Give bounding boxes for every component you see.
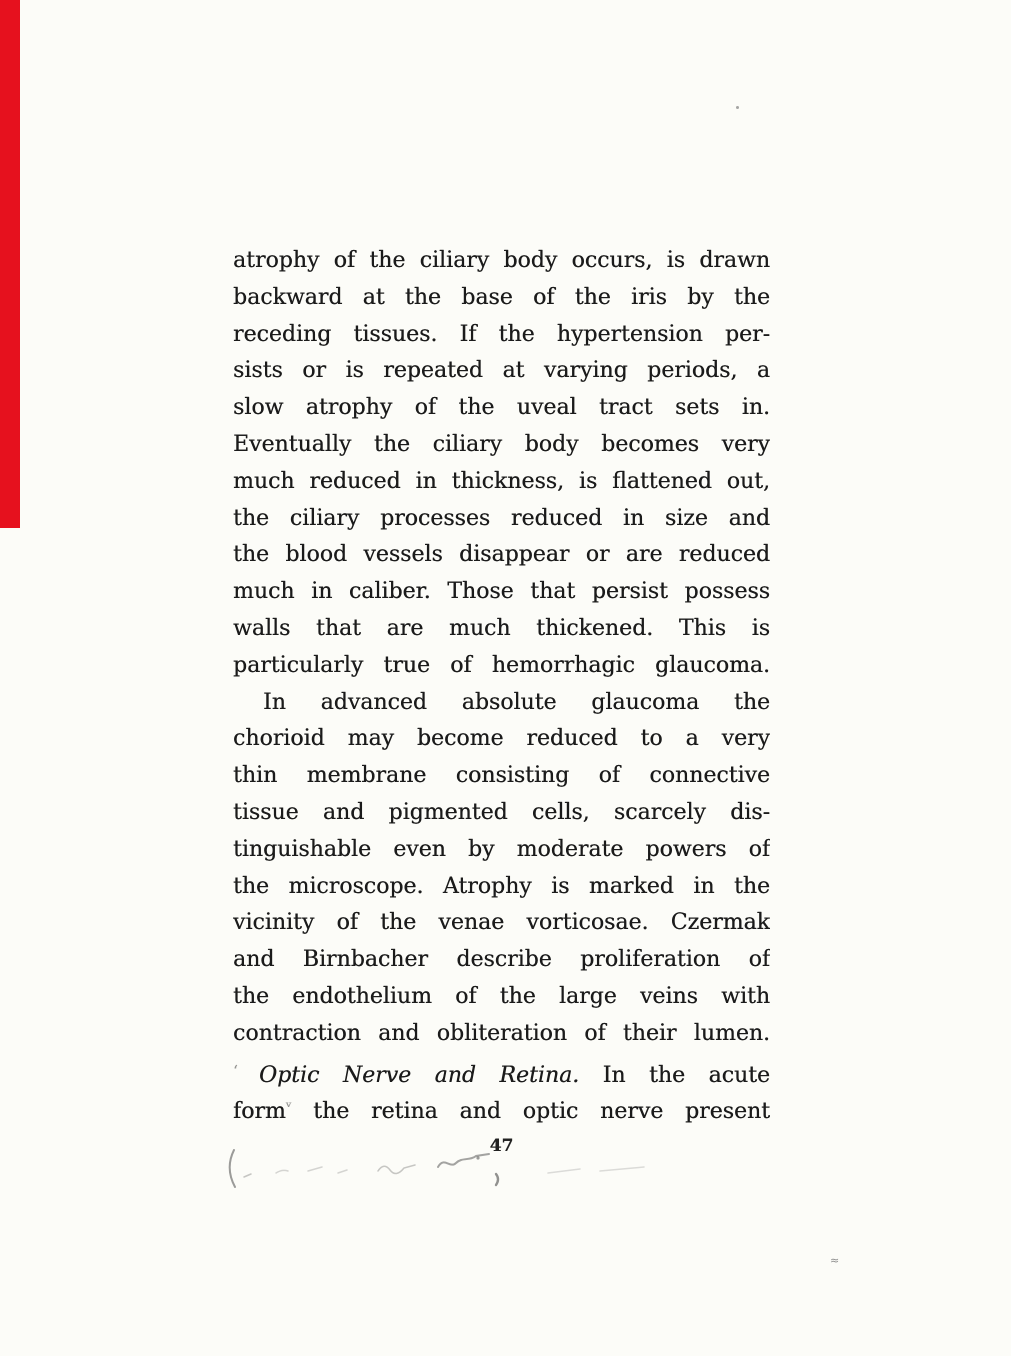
text-segment: form [233, 1099, 286, 1125]
text-segment: vicinity of the venae vorticosae. Czermak [233, 910, 770, 936]
text-line [233, 832, 770, 869]
text-segment: the endothelium of the large veins with [233, 983, 770, 1009]
text-segment: contraction and obliteration of their lumen. [233, 1020, 770, 1046]
scan-speck-top [736, 106, 739, 109]
text-line [233, 1089, 770, 1126]
text-segment: atrophy of the ciliary body occurs, is drawn [233, 248, 770, 273]
text-line [233, 905, 770, 942]
text-segment: much reduced in thickness, is flattened out, [233, 468, 770, 494]
text-segment: particularly true of hemorrhagic glaucoma. [233, 652, 770, 678]
text-line [233, 869, 770, 906]
text-line [233, 243, 770, 280]
scan-speck-bottom: ≈ [830, 1254, 840, 1267]
text-line [233, 942, 770, 979]
text-line [233, 979, 770, 1016]
text-segment: backward at the base of the iris by the [233, 284, 770, 310]
text-line [233, 1053, 770, 1090]
text-line [233, 1016, 770, 1053]
text-line [233, 795, 770, 832]
text-line [233, 537, 770, 574]
text-segment: the retina and optic nerve present [291, 1099, 770, 1125]
text-line [233, 427, 770, 464]
body-text [233, 243, 770, 1126]
text-segment: In the acute [579, 1062, 770, 1088]
italic-heading-text: Optic Nerve and Retina. [259, 1062, 580, 1088]
text-segment: thin membrane consisting of connective [233, 763, 770, 789]
text-segment: sists or is repeated at varying periods, a [233, 358, 770, 384]
text-line [233, 611, 770, 648]
text-segment: ʻ [233, 1061, 260, 1080]
text-line [233, 501, 770, 538]
text-segment: slow atrophy of the uveal tract sets in. [233, 395, 770, 421]
handwriting-scribble [226, 1146, 671, 1194]
text-segment: receding tissues. If the hypertension per- [233, 321, 770, 347]
text-line [233, 685, 770, 722]
text-line [233, 648, 770, 685]
text-line [233, 317, 770, 354]
text-line [233, 280, 770, 317]
text-segment: tissue and pigmented cells, scarcely dis- [233, 799, 770, 825]
text-segment: walls that are much thickened. This is [233, 615, 770, 641]
scan-red-stripe [0, 0, 20, 528]
text-segment: the microscope. Atrophy is marked in the [233, 873, 770, 899]
text-line [233, 758, 770, 795]
text-line [233, 721, 770, 758]
text-segment: the blood vessels disappear or are reduced [233, 542, 770, 568]
text-line [233, 464, 770, 501]
text-line [233, 390, 770, 427]
page-number: 47 [489, 1136, 514, 1156]
text-segment: chorioid may become reduced to a very [233, 726, 770, 752]
text-line [233, 353, 770, 390]
text-segment: much in caliber. Those that persist possess [233, 579, 770, 605]
text-segment: tinguishable even by moderate powers of [233, 836, 770, 862]
text-segment: and Birnbacher describe proliferation of [233, 947, 770, 973]
text-segment: ᵛ [285, 1098, 292, 1117]
text-segment: In advanced absolute glaucoma the [263, 689, 770, 715]
text-line [233, 574, 770, 611]
text-segment: the ciliary processes reduced in size and [233, 505, 770, 531]
text-segment: Eventually the ciliary body becomes very [233, 431, 770, 457]
